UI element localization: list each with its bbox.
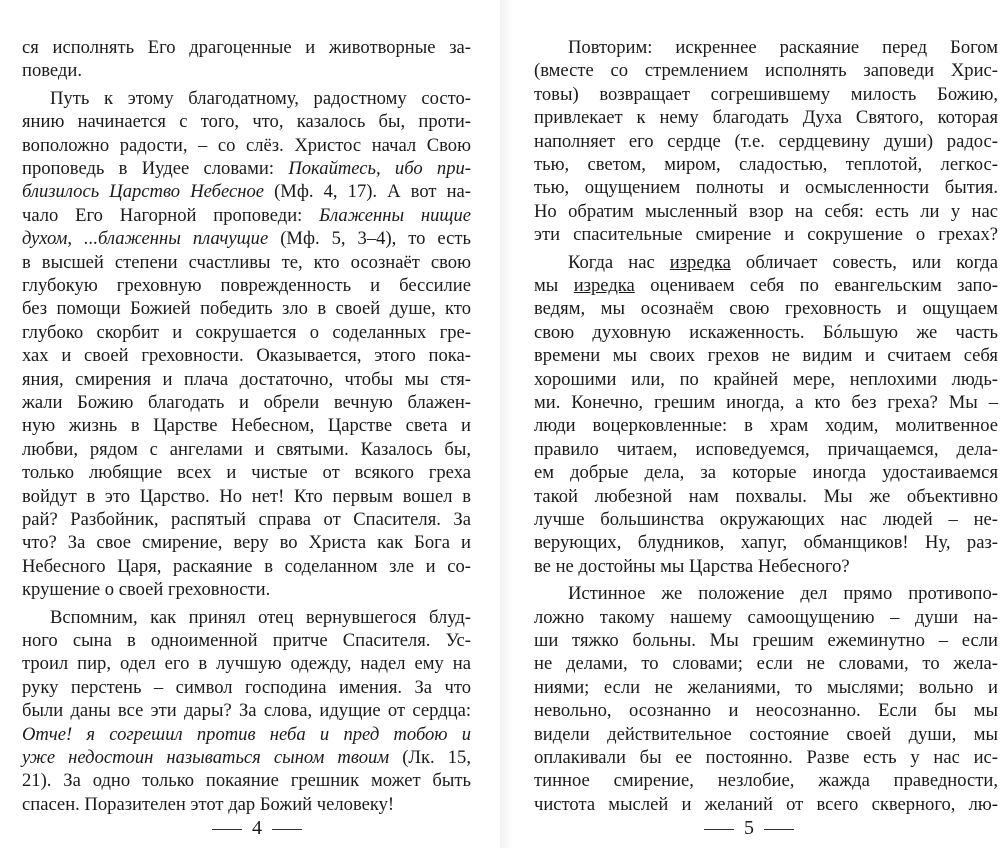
text-line: не делами, то словами; если не словами, то желa- (534, 653, 998, 675)
text-line: лучше большинства окружающих нас людей – не- (534, 509, 998, 530)
text-line: верующих, блудников, хапуг, обманщиков! Ну, раз- (534, 532, 998, 554)
scripture-quote: Отче! я согрешил против неба и пред тобою и (22, 723, 471, 745)
text-segment: Когда нас (568, 251, 670, 273)
text-line: тью, светом, миром, сладостью, теплотой, легкос- (534, 154, 998, 175)
text-line: хорошими или, по крайней мере, неплохими людь- (534, 368, 998, 390)
text-line: ного сына в одноименной притче Спасителя. Ус- (22, 630, 471, 651)
text-line: 21). За одно только покаяние грешник может быть (22, 770, 471, 792)
text-line: любви, рядом с ангелами и святыми. Казалось бы, (22, 438, 471, 460)
text-line: видели действительное состояние своей души, мы (534, 723, 998, 745)
scripture-quote: духом, ...блаженны плачущие (22, 228, 269, 250)
text-segment: (Мф. 5, 3–4), то есть (268, 228, 471, 250)
text-line (22, 746, 471, 769)
text-line: люди воцерковленные: в храм ходим, молитвенное (534, 415, 998, 437)
text-line: оплакивали бы ее постоянно. Разве есть у нас ис- (534, 747, 998, 768)
folio-dash (764, 829, 794, 830)
text-segment: мы (534, 275, 574, 296)
text-line: Повторим: искреннее раскаяние перед Богом (568, 37, 998, 58)
text-line: эти спасительные смирение и сокрушение о грехах? (534, 224, 998, 246)
text-line: в высшей степени счастливы те, кто осознаёт свою (22, 251, 471, 273)
text-line: ем добрые дела, за которые иногда удостаиваемся (534, 462, 998, 484)
text-segment: чало Его Нагорной проповеди: (22, 204, 320, 226)
text-line: такой любезной нам похвалы. Мы же объективно (534, 485, 998, 507)
text-line: (вместе со стремлением исполнять заповеди Хрис- (534, 60, 998, 82)
text-line: товы) возвращает согрешившему милость Божию, (534, 83, 998, 105)
text-line: ве не достойны мы Царства Небесного? (534, 555, 850, 577)
text-line (22, 204, 471, 227)
text-line: правило читаем, исповедуемся, причащаемся, дела- (534, 438, 998, 460)
text-segment: оцениваем себя по евангельским запо- (634, 275, 998, 296)
text-line: были даны все эти дары? За слова, идущие от сердца: (22, 700, 471, 722)
page-number-value: 5 (744, 817, 754, 839)
page-number (157, 816, 357, 840)
text-line: глубокую греховную поврежденность и бессилие (22, 275, 471, 296)
text-line: ми. Конечно, грешим иногда, а кто без греха? Мы – (534, 392, 998, 413)
text-line: рай? Разбойник, распятый справа от Спасителя. За (22, 509, 471, 530)
text-line: поведи. (22, 60, 82, 82)
text-line (22, 180, 471, 203)
text-line: войдут в это Царство. Но нет! Кто первым вошел в (22, 485, 471, 507)
text-line: ниями; если не желаниями, то мыслями; вольно и (534, 676, 998, 698)
text-line: ложно такому нашему самоощущению – души на- (534, 606, 998, 628)
underlined-word: изредка (669, 251, 731, 273)
text-line: без помощи Божией победить зло в своей душе, кто (22, 298, 471, 320)
text-line: Вспомним, как принял отец вернувшегося блуд- (50, 606, 471, 628)
text-line: ведям, мы осознаём свою греховность и ощущаем (534, 298, 998, 320)
text-line: воположно радости, – со слёз. Христос начал Свою (22, 134, 471, 156)
text-line (22, 227, 471, 250)
text-line: Путь к этому благодатному, радостному состо- (50, 87, 471, 109)
text-line: невольно, осознанно и неосознанно. Если бы мы (534, 700, 998, 722)
text-line (534, 251, 998, 274)
text-line: Но обратим мысленный взор на себя: есть ли у нас (534, 200, 998, 222)
folio-dash (272, 829, 302, 830)
text-line: крушение о своей греховности. (22, 579, 271, 601)
text-segment: (Лк. 15, (389, 747, 471, 768)
text-line: спасен. Поразителен этот дар Божий человеку! (22, 793, 395, 815)
text-line: Истинное же положение дел прямо противопо- (568, 583, 998, 605)
text-line: тью, ощущением полноты и осмысленности бытия. (534, 177, 998, 199)
text-line: ную жизнь в Царстве Небесном, Царстве света и (22, 415, 471, 437)
text-line: Небесного Царя, раскаяние в соделанном зле и со- (22, 555, 471, 577)
folio-dash (704, 829, 734, 830)
text-line: ши тяжко больны. Мы грешим ежеминутно – если (534, 630, 998, 651)
scripture-quote: Блаженны нищие (319, 204, 471, 226)
text-line: троил пир, одел его в лучшую одежду, надел ему на (22, 653, 471, 675)
text-segment: обличает совесть, или когда (730, 251, 998, 273)
scripture-quote: Покайтесь, ибо при- (288, 158, 471, 179)
text-line (534, 274, 998, 297)
scripture-quote: уже недостоин называться сыном твоим (22, 747, 390, 768)
right-page (500, 0, 1000, 848)
text-line: глубоко скорбит и сокрушается о соделанных гре- (22, 321, 471, 343)
text-segment: проповедь в Иудее словами: (22, 158, 289, 179)
text-line: янию начинается с того, что, казалось бы, проти- (22, 111, 471, 133)
text-line: жали Божию благодать и обрели вечную блажен- (22, 392, 471, 413)
text-line: только любящие всех и чистые от всякого греха (22, 462, 471, 484)
text-line: ся исполнять Его драгоценные и животворные за- (22, 37, 471, 58)
text-segment: (Мф. 4, 17). А вот на- (264, 181, 471, 203)
folio-dash (212, 829, 242, 830)
text-line: привлекает к нему благодать Духа Святого, которая (534, 107, 998, 129)
scripture-quote: близилось Царство Небесное (22, 181, 265, 203)
page-number (649, 816, 849, 840)
text-line (22, 157, 471, 180)
text-line: свою духовную искаженность. Бóльшую же часть (534, 321, 998, 343)
text-line: руку перстень – символ господина имения. За что (22, 676, 471, 698)
text-line: тинное смирение, незлобие, жажда праведности, (534, 770, 998, 792)
page-number-value: 4 (252, 817, 262, 839)
text-line: времени мы своих грехов не видим и считаем себя (534, 345, 998, 367)
text-line: хах и своей греховности. Оказывается, этого пока- (22, 345, 471, 367)
text-line: наполняет его сердце (т.е. сердцевину души) радос- (534, 130, 998, 152)
text-line (22, 723, 471, 746)
text-line: что? За свое смирение, веру во Христа как Бога и (22, 532, 471, 554)
underlined-word: изредка (573, 275, 635, 296)
text-line: яния, смирения и плача достаточно, чтобы мы стя- (22, 368, 471, 390)
text-line: чистота мыслей и желаний от всего скверного, лю- (534, 793, 998, 815)
